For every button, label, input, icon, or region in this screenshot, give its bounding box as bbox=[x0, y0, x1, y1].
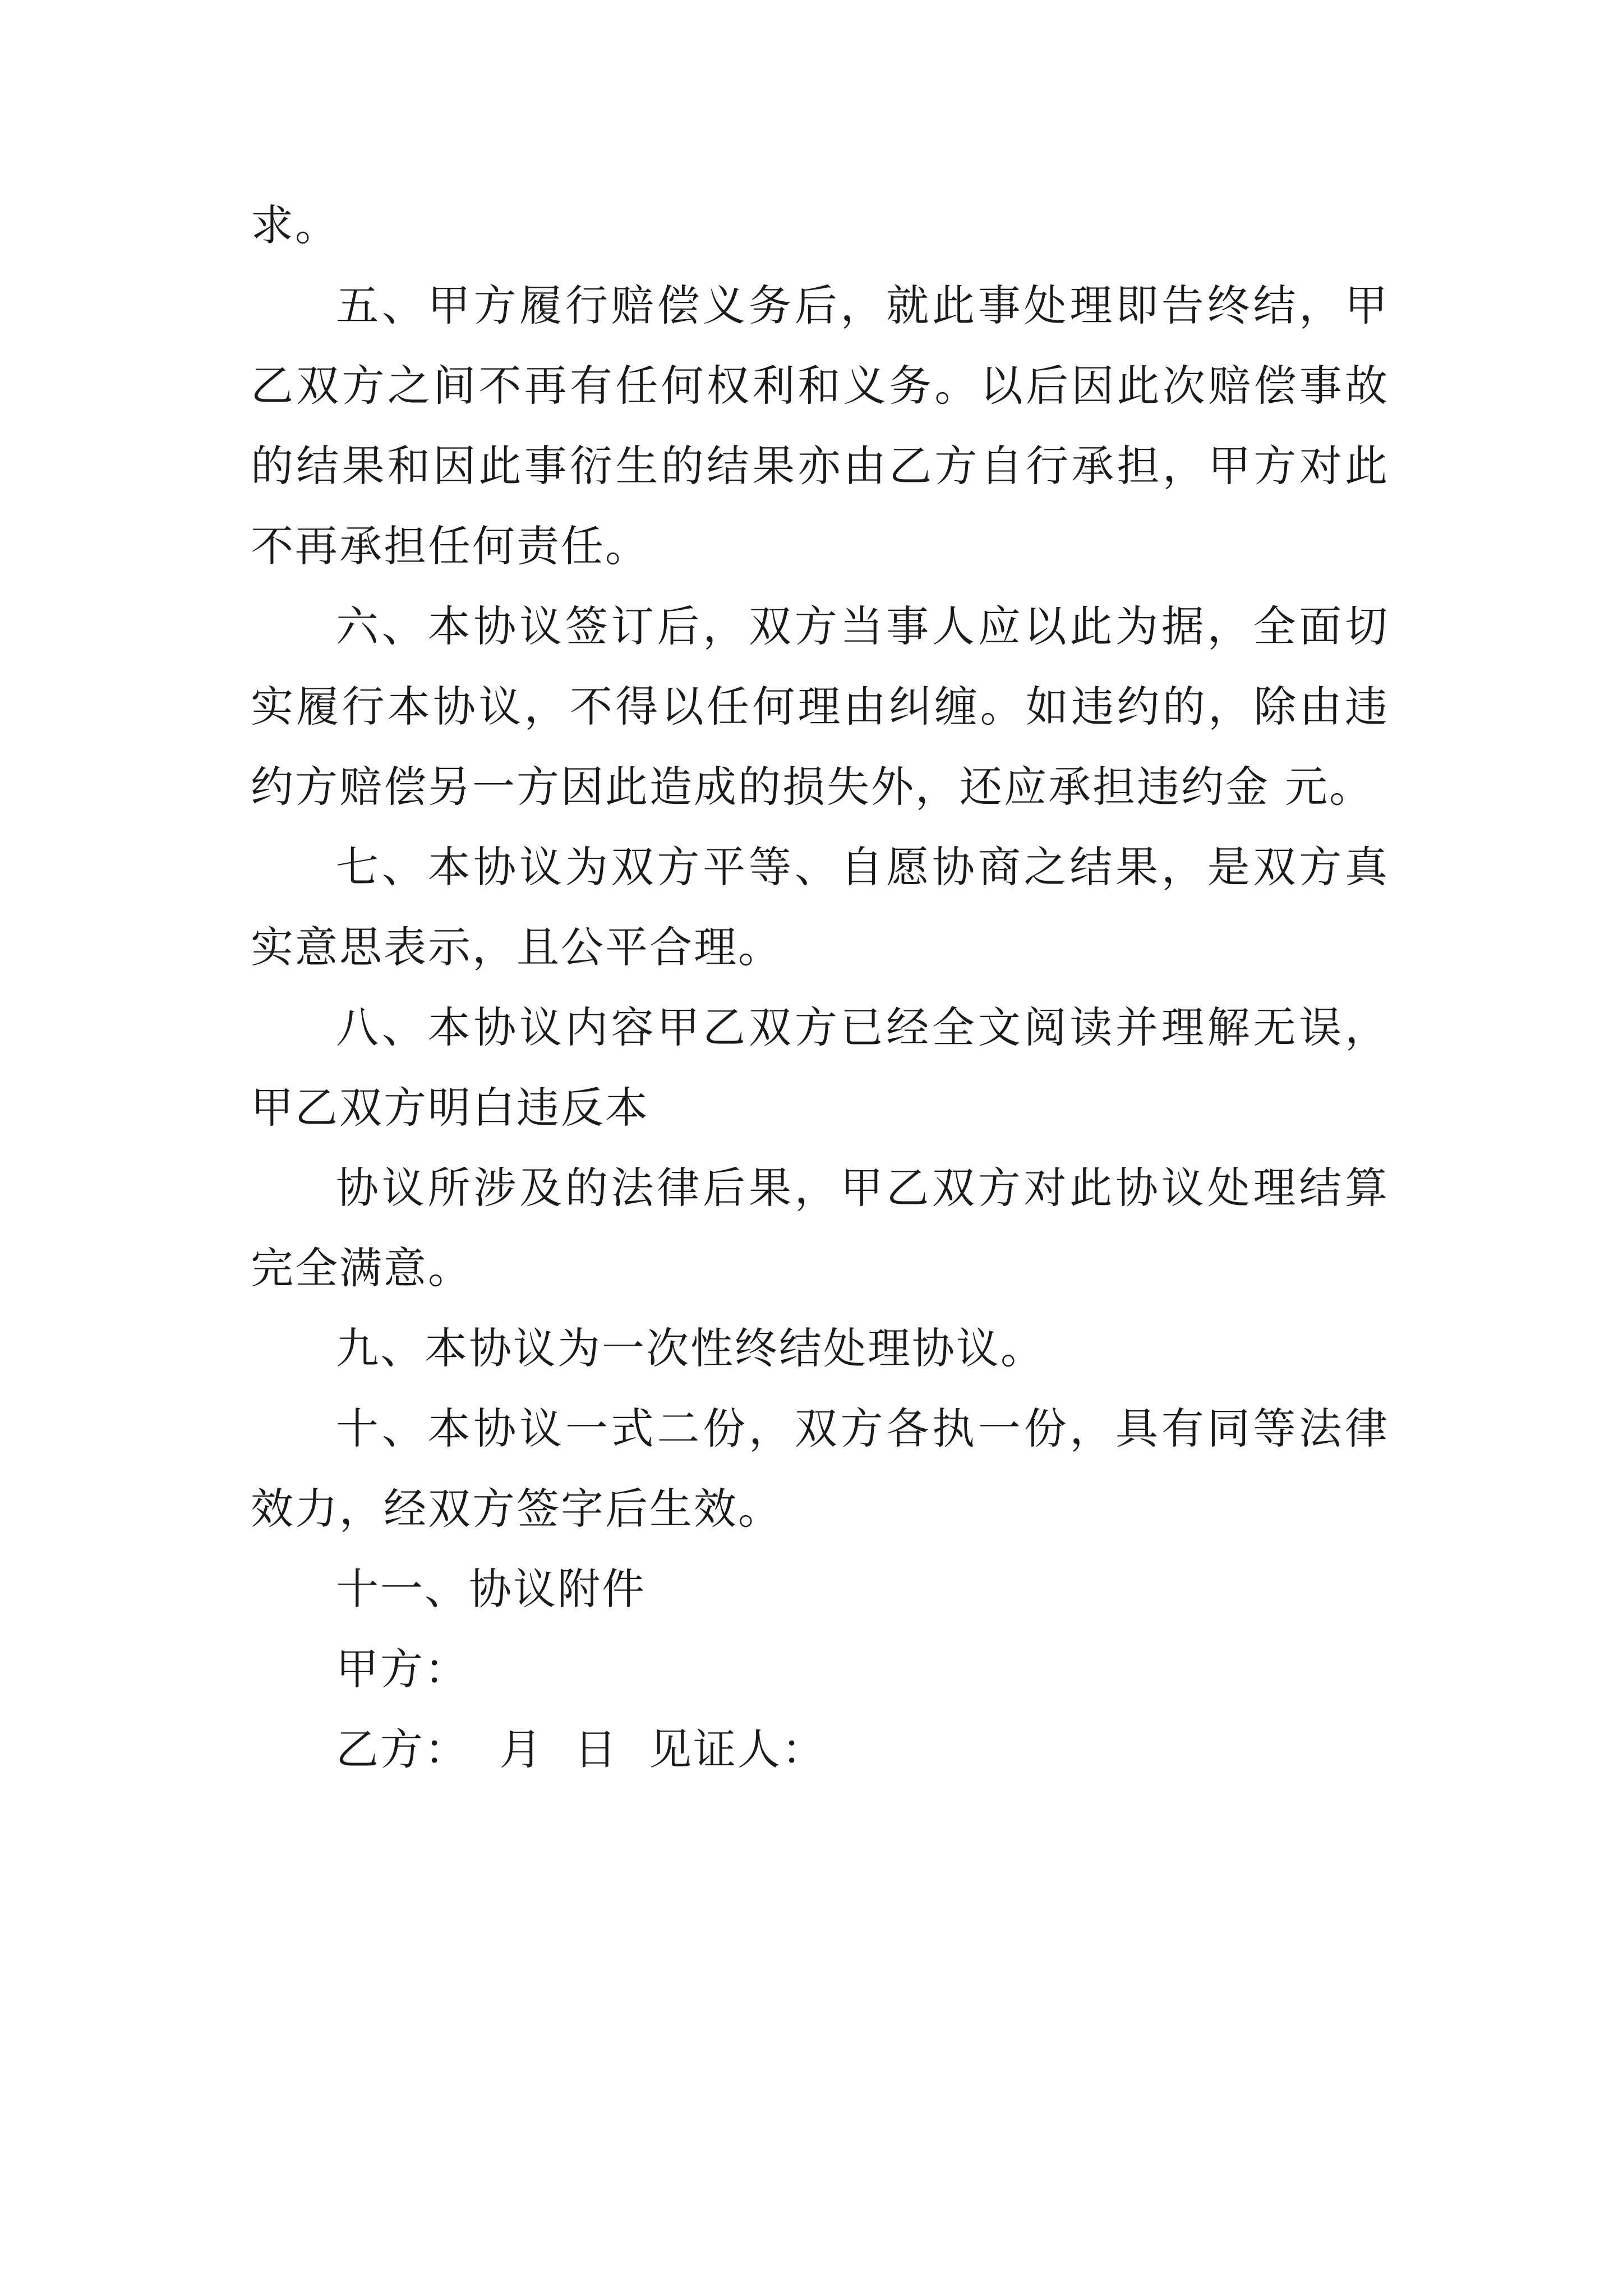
clause-eight-continued: 协议所涉及的法律后果，甲乙双方对此协议处理结算完全满意。 bbox=[251, 1163, 1389, 1293]
party-b-witness-line: 乙方： 月 日 见证人： bbox=[336, 1724, 826, 1774]
paragraph-continuation: 求。 bbox=[251, 200, 339, 250]
clause-seven: 七、本协议为双方平等、自愿协商之结果，是双方真实意思表示，且公平合理。 bbox=[251, 842, 1389, 972]
clause-eleven: 十一、协议附件 bbox=[336, 1564, 646, 1614]
clause-nine: 九、本协议为一次性终结处理协议。 bbox=[336, 1323, 1045, 1373]
clause-eight: 八、本协议内容甲乙双方已经全文阅读并理解无误，甲乙双方明白违反本 bbox=[251, 1002, 1389, 1133]
party-a-signature: 甲方： bbox=[336, 1644, 469, 1694]
document-body bbox=[251, 185, 1389, 1789]
clause-ten: 十、本协议一式二份，双方各执一份，具有同等法律效力，经双方签字后生效。 bbox=[251, 1404, 1389, 1534]
clause-five: 五、甲方履行赔偿义务后，就此事处理即告终结，甲乙双方之间不再有任何权利和义务。以后因此次赔偿事故的结果和因此事衍生的结果亦由乙方自行承担，甲方对此不再承担任何责任。 bbox=[251, 280, 1389, 571]
clause-six: 六、本协议签订后，双方当事人应以此为据，全面切实履行本协议，不得以任何理由纠缠。如违约的，除由违约方赔偿另一方因此造成的损失外，还应承担违约金 元。 bbox=[251, 601, 1389, 812]
